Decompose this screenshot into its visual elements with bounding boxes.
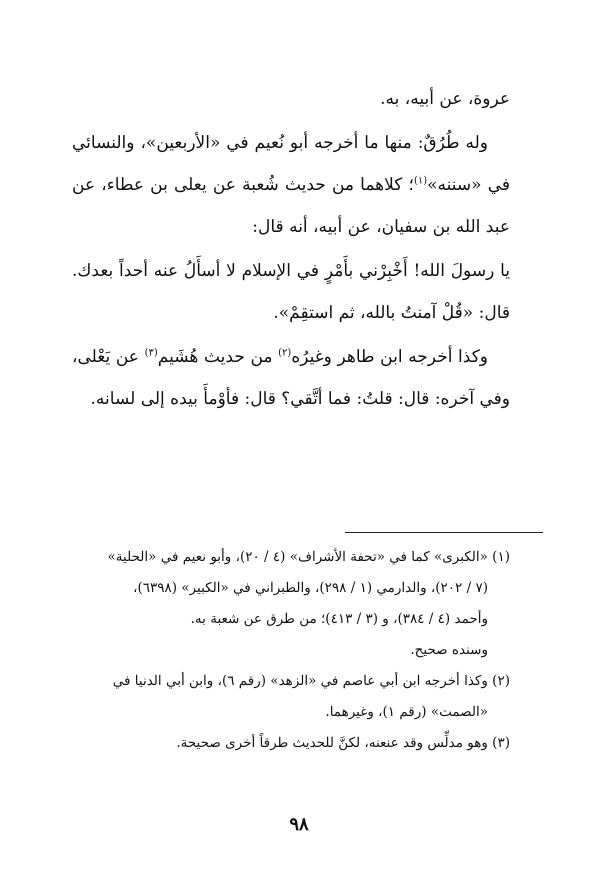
footnote-separator: [345, 532, 543, 533]
page-number: ٩٨: [289, 814, 309, 835]
footnote-ref-2: (٢): [278, 347, 292, 359]
paragraph-3-hadith: [72, 250, 510, 334]
paragraph-4-text-a: وكذا أخرجه ابن طاهر وغيرُه: [291, 347, 489, 367]
footnote-3-number: (٣): [492, 735, 510, 751]
footnote-2-number: (٢): [492, 673, 510, 689]
footnote-1-line-3: وأحمد (٤ / ٣٨٤)، و (٣ / ٤١٣)؛ من طرق عن شعبة به.: [190, 611, 488, 627]
footnote-3: [60, 728, 510, 759]
paragraph-4-text-b: من حديث هُشَيم: [157, 347, 279, 367]
paragraph-2-text-b: ؛ كلاهما من حديث شُعبة عن يعلى بن عطاء، عن عبد الله بن سفيان، عن أبيه، أنه قال:: [72, 175, 510, 237]
footnote-ref-3: (٣): [144, 347, 158, 359]
footnote-1-line-2: (٧ / ٢٠٢)، والدارمي (١ / ٢٩٨)، والطبراني في «الكبير» (٦٣٩٨)،: [133, 580, 488, 596]
footnote-3-line-1: وهو مدلِّس وقد عنعنه، لكنَّ للحديث طرقاً أخرى صحيحة.: [176, 735, 488, 751]
paragraph-3-text: يا رسولَ الله! أَخْبِرْني بأَمْرٍ في الإسلام لا أسأَلُ عنه أحداً بعدك. قال: «قُلْ آمنتُ بالله، ثم استقِمْ».: [72, 261, 510, 323]
footnotes: [60, 542, 510, 759]
footnote-2: [60, 666, 510, 728]
footnote-1-number: (١): [492, 549, 510, 565]
paragraph-2: [72, 122, 510, 248]
footnote-2-line-2: «الصمت» (رقم ١)، وغيرهما.: [325, 704, 488, 720]
footnote-1: [60, 542, 510, 666]
paragraph-2-text-a: وله طُرُقٌ: منها ما أخرجه أبو نُعيم في «الأربعين»، والنسائي في «سننه»: [72, 133, 510, 195]
paragraph-1: [72, 78, 510, 120]
main-text: [72, 78, 510, 420]
paragraph-1-text: عروة، عن أبيه، به.: [380, 89, 510, 109]
paragraph-4-text-c: عن يَعْلى، وفي آخره: قال: قلتُ: فما أتَّقي؟ قال: فأوْمأَ بيده إلى لسانه.: [72, 347, 510, 409]
paragraph-4: [72, 336, 510, 420]
footnote-1-line-1: «الكبرى» كما في «تحفة الأشراف» (٤ / ٢٠)، وأبو نعيم في «الحلية»: [107, 549, 488, 565]
footnote-ref-1: (١): [413, 175, 428, 187]
footnote-1-line-4: وسنده صحيح.: [410, 642, 488, 658]
footnote-2-line-1: وكذا أخرجه ابن أبي عاصم في «الزهد» (رقم ٦)، وابن أبي الدنيا في: [112, 673, 488, 689]
